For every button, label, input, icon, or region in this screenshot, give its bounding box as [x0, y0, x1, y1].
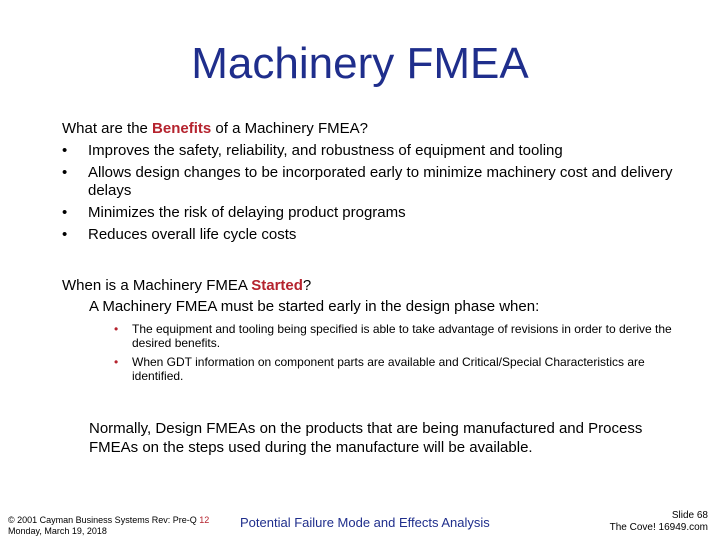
- benefits-section: [62, 120, 702, 248]
- footer-center-title: Potential Failure Mode and Effects Analysis: [240, 515, 490, 530]
- started-question-post: ?: [302, 277, 312, 294]
- list-item: [62, 142, 702, 160]
- benefit-text: Reduces overall life cycle costs: [88, 226, 297, 243]
- footer-slide-info: [610, 510, 708, 534]
- benefits-question-post: of a Machinery FMEA?: [211, 120, 368, 137]
- started-question-pre: When is a Machinery FMEA: [62, 277, 252, 294]
- normally-paragraph: Normally, Design FMEAs on the products that are being manufactured and Process FMEAs on the steps used during the manufacture will be available.: [89, 420, 643, 456]
- benefits-list: [62, 142, 702, 244]
- footer-site: The Cove! 16949.com: [609, 522, 708, 533]
- bullet-icon: •: [114, 322, 119, 336]
- benefit-text: Minimizes the risk of delaying product programs: [88, 204, 406, 221]
- copyright-text: © 2001 Cayman Business Systems Rev: Pre-Q: [8, 515, 200, 525]
- started-question: [62, 277, 311, 295]
- list-item: [62, 226, 702, 244]
- benefit-text: Allows design changes to be incorporated early to minimize machinery cost and delivery delays: [88, 164, 673, 199]
- list-item: [114, 322, 674, 350]
- bullet-icon: •: [62, 164, 68, 181]
- footer-date: Monday, March 19, 2018: [8, 526, 107, 536]
- benefits-question-pre: What are the: [62, 120, 153, 137]
- bullet-icon: •: [62, 204, 68, 221]
- footer-copyright: [8, 515, 209, 537]
- list-item: [114, 355, 674, 383]
- rev-tail: 12: [199, 515, 210, 525]
- bullet-icon: •: [114, 355, 119, 369]
- started-list: [114, 322, 674, 388]
- slide-number: Slide 68: [671, 510, 708, 521]
- started-item-text: When GDT information on component parts are available and Critical/Special Characteristics are identified.: [132, 355, 645, 383]
- started-highlight: Started: [251, 277, 303, 294]
- list-item: [62, 164, 702, 200]
- list-item: [62, 204, 702, 222]
- benefits-question: [62, 120, 702, 138]
- copyright-line: [8, 515, 209, 526]
- started-intro: A Machinery FMEA must be started early in the design phase when:: [89, 298, 540, 315]
- bullet-icon: •: [62, 142, 68, 159]
- started-item-text: The equipment and tooling being specified is able to take advantage of revisions in order to derive the desired benefits.: [132, 322, 672, 350]
- bullet-icon: •: [62, 226, 68, 243]
- benefits-highlight: Benefits: [152, 120, 212, 137]
- benefit-text: Improves the safety, reliability, and robustness of equipment and tooling: [88, 142, 563, 159]
- slide-title: Machinery FMEA: [191, 39, 529, 88]
